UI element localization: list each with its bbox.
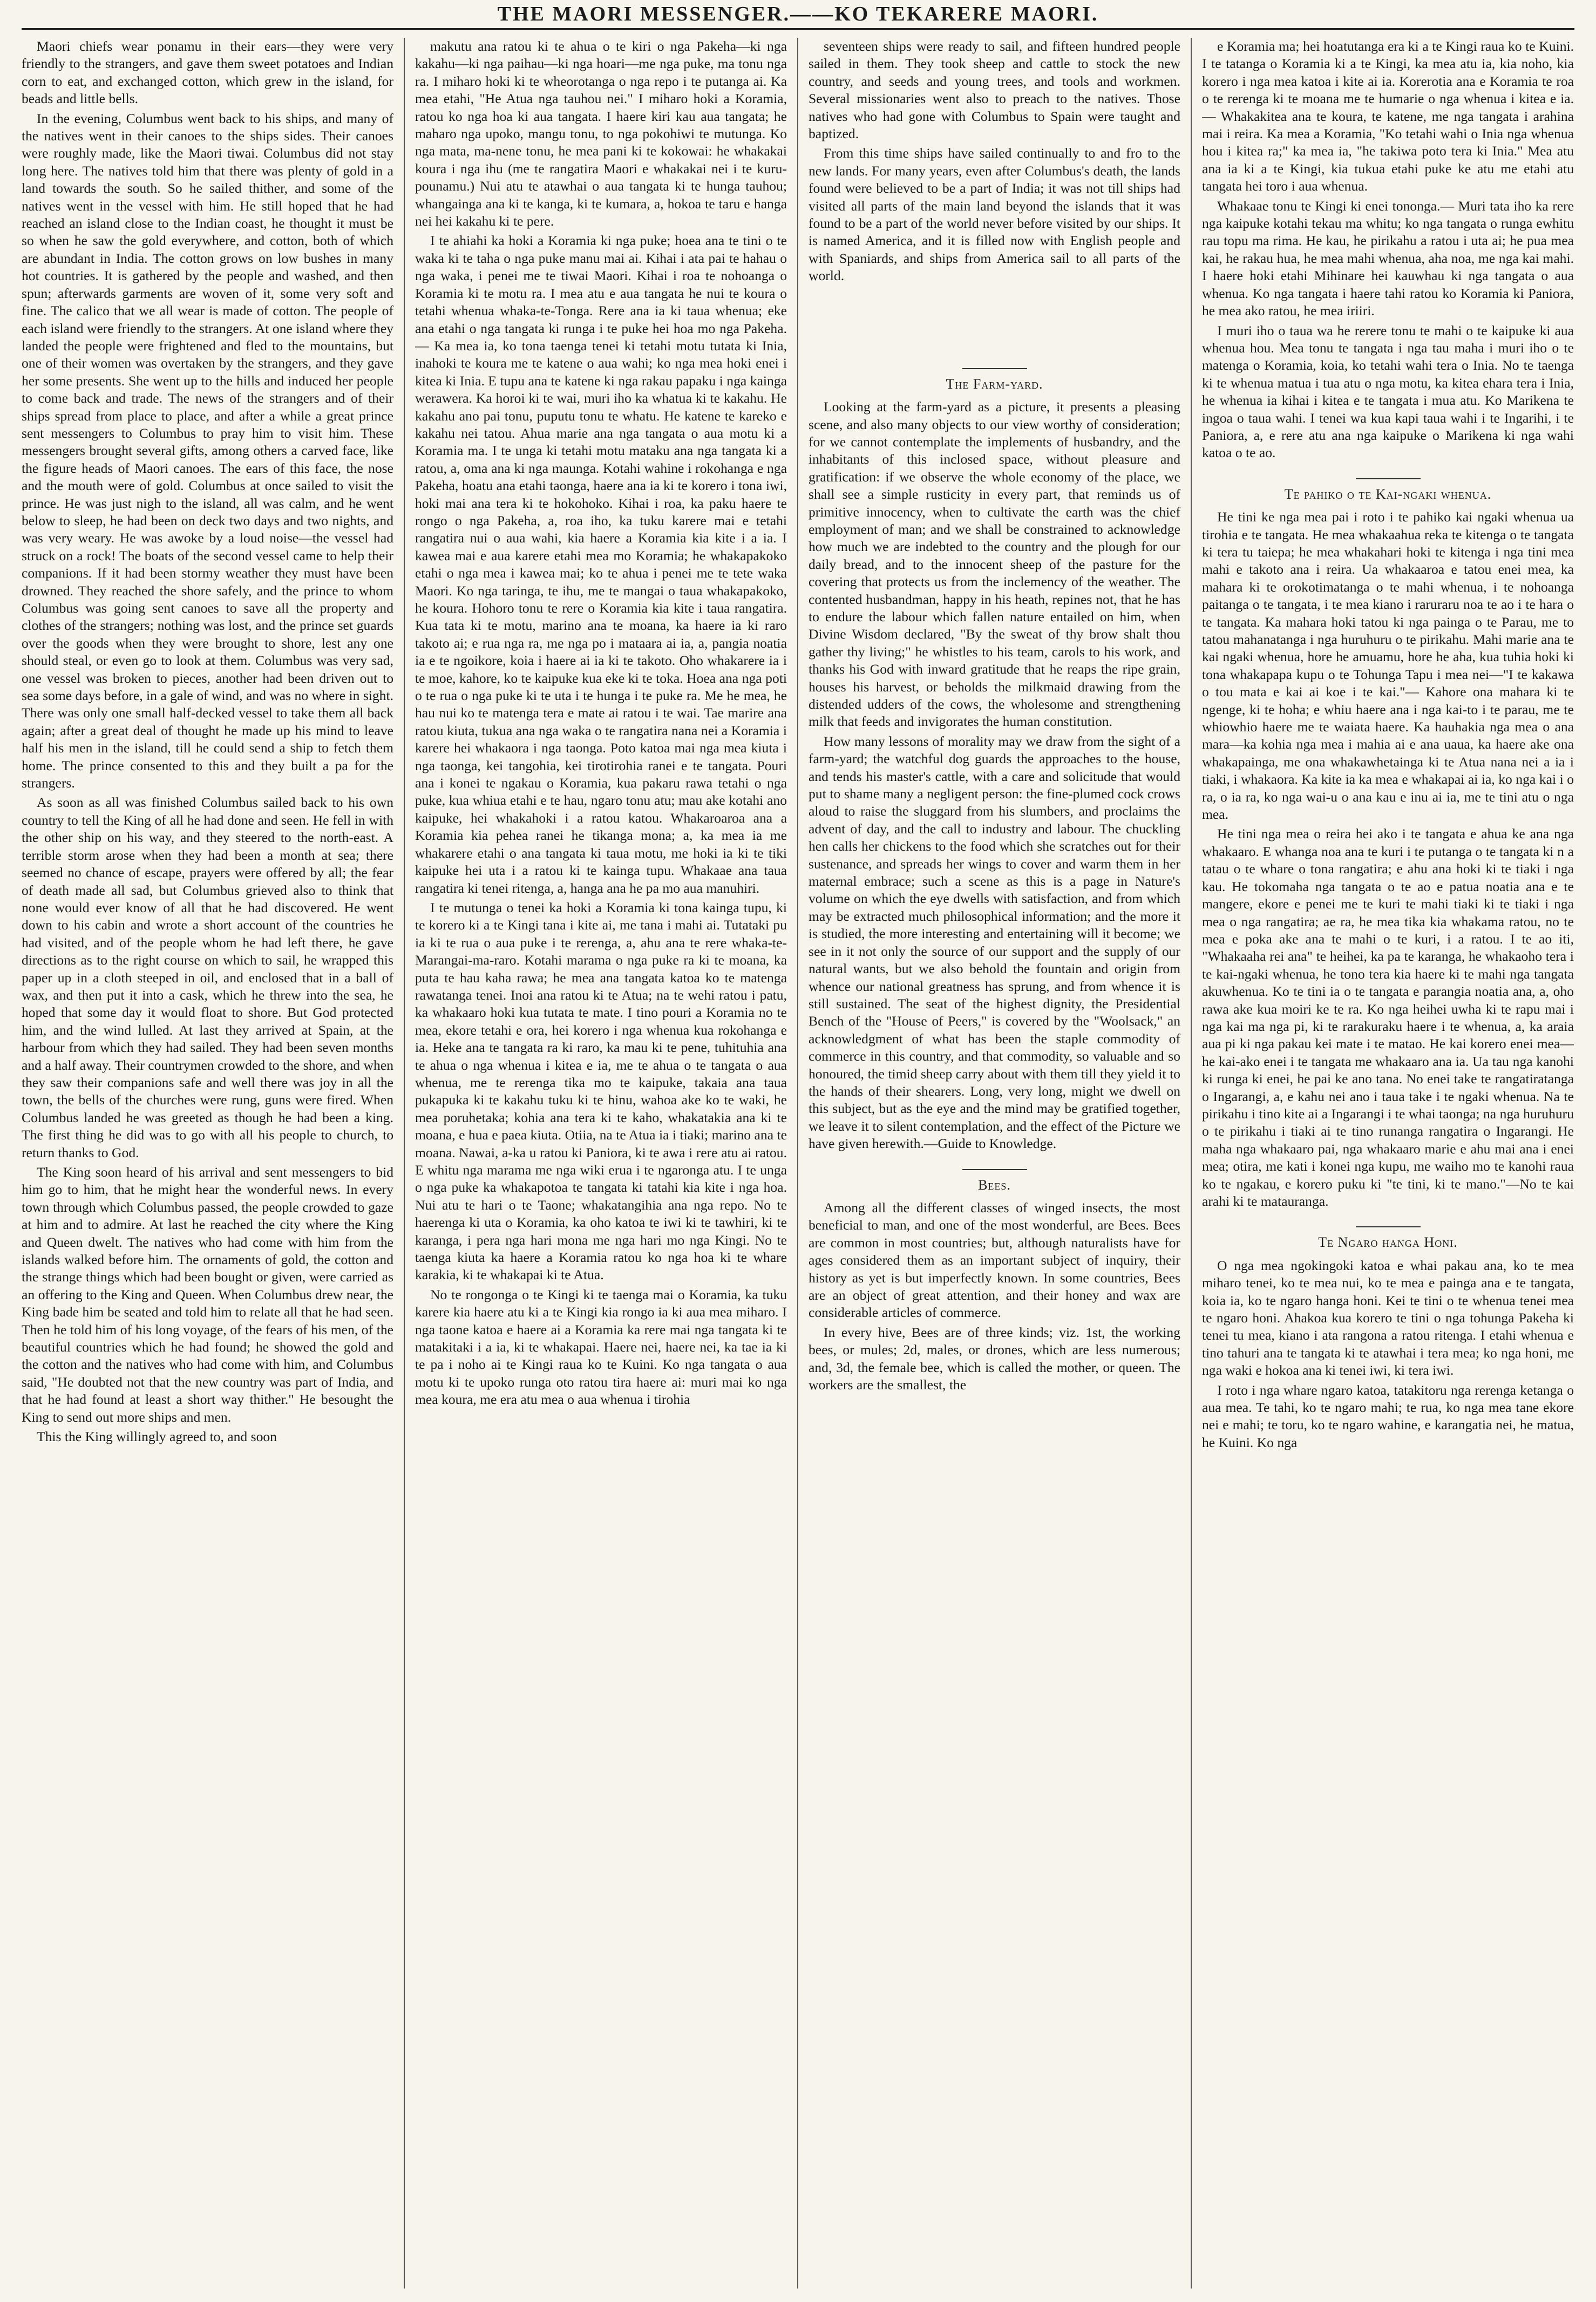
paragraph: Among all the different classes of winged insects, the most beneficial to man, and one of the most wonderful, are Bees. Bees are common in most countries; but, although naturalists have for ages considered them as an important subject of inquiry, their history as yet is but imperfectly known. In some countries, Bees are an object of great attention, and their honey and wax are considerable articles of commerce. [809,1199,1180,1321]
column-divider [404,38,405,2289]
heading-rule [962,1169,1027,1170]
heading-rule [1356,478,1421,479]
heading-rule [1356,1226,1421,1227]
paragraph: From this time ships have sailed continually to and fro to the new lands. For many years, even after Columbus's death, the lands found were believed to be a part of India; it was not till ships had visited all parts of the main land beyond the islands that it was found to be a part of the world never before visited by our ships. It is named America, and it is filled now with English people and with Spaniards, and ships from America sail to all parts of the world. [809,145,1180,284]
paragraph: In the evening, Columbus went back to his ships, and many of the natives went in their canoes to the ships sides. Their canoes were roughly made, like the Maori tiwai. Columbus did not stay long here. The natives told him that there was plenty of gold in a land towards the south. So he sailed thither, and some of the natives went in the vessel with him. He still hoped that he had reached an island close to the Indian coast, he thought it must be so when he saw the gold everywhere, and cotton, both of which are abundant in India. The cotton grows on low bushes in many hot countries. It is gathered by the people and washed, and then spun; afterwards garments are woven of it, some very soft and fine. The calico that we all wear is made of cotton. The people of each island were friendly to the strangers. At one island where they landed the people were frightened and fled to the mountains, but one of their women was overtaken by the strangers, and they gave her some presents. She went up to the hills and induced her people to come back and trade. The news of the strangers and of their ships spread from place to place, and after a while a great prince sent messengers to Columbus to pray him to visit him. These messengers brought several gifts, among others a carved face, like the figure heads of Maori canoes. The ears of this face, the nose and the mouth were of gold. Columbus at once sailed to visit the prince. He was just nigh to the island, all was calm, and he went below to sleep, he had been on deck two days and two nights, and was very weary. He was awoke by a loud noise—the vessel had struck on a rock! The boats of the second vessel came to help their companions. If it had been stormy weather they must have been drowned. They reached the shore safely, and the prince to whom Columbus was going sent canoes to save all the property and clothes of the strangers; nothing was lost, and the prince set guards over the goods when they were brought to shore, lest any one should steal, or even go to look at them. Columbus was very sad, one vessel was broken to pieces, another had been driven out to sea some days before, in a gale of wind, and was no where in sight. There was only one small half-decked vessel to take them all back again; after a great deal of thought he made up his mind to leave half his men in the island, till he could send a ship to fetch them home. The prince consented to this and they built a pa for the strangers. [22,110,393,791]
paragraph: This the King willingly agreed to, and soon [37,1429,277,1445]
paragraph: The King soon heard of his arrival and sent messengers to bid him go to him, that he might hear the wonderful news. In every town through which Columbus passed, the people crowded to gaze at him and to admire. At last he reached the city where the King and Queen dwelt. The natives who had come with him from the islands walked before him. The ornaments of gold, the cotton and the strange things which had been bought or given, were carried as an offering to the King and Queen. When Columbus drew near, the King bade him be seated and told him to relate all that he had seen. Then he told him of his long voyage, of the fears of his men, of the beautiful countries which he had found; he showed the gold and the cotton and the natives who had come with him, and Columbus said, "He doubted not that the new country was part of India, and that he had found at least a short way thither." He besought the King to send out more ships and men. [22,1164,393,1425]
paragraph: I muri iho o taua wa he rerere tonu te mahi o te kaipuke ki aua whenua hou. Mea tonu te tangata i nga tau maha i muri iho o te matenga o Koramia, koia, ko tetahi wahi tera o Inia. No te taenga ki te whenua matua i tua atu o nga motu, ka kitea ehara tera i Inia, he whenua ia kihai i kitea e te tangata i mua atu. Ko Marikena te ingoa o taua wahi. I tenei wa kua kapi taua wahi i te Ingarihi, i te Paniora, a, e rere atu ana nga kaipuke o Marikena ki nga wahi katoa o te ao. [1202,322,1574,461]
masthead [0,0,1596,30]
section-heading [1202,478,1574,503]
masthead-rule [22,28,1574,30]
column-2 [415,38,787,2289]
heading-rule [962,368,1027,369]
section-heading [1202,1226,1574,1251]
newspaper-title: THE MAORI MESSENGER.——KO TEKARERE MAORI. [497,3,1099,25]
paragraph: I te ahiahi ka hoki a Koramia ki nga puke; hoea ana te tini o te waka ki te taha o nga puke manu mai ai. Kihai i ata pai te hahau o nga waka, i penei me te tiwai Maori. Kihai i roa te nohoanga o Koramia ki te motu ra. I mea atu e aua tangata he nui te koura o tetahi whenua whaka-te-Tonga. Rere ana ia ki taua whenua; eke ana etahi o nga tangata ki runga i te puke hei hoa mo nga Pakeha.— Ka mea ia, ko tona taenga tenei ki tetahi motu tutata ki Inia, inahoki te koura me te katene o aua wahi; ko nga mea hoki enei i kitea ki Inia. E tupu ana te katene ki nga rakau papaku i nga kainga werawera. Ka horoi ki te wai, muri iho ka whatua ki te kakahu. He kakahu ano pai tonu, puputu tonu te whatu. He katene te kareko e kakahu nei tatou. Ahua marie ana nga tangata o aua motu ki a Koramia ma. I te unga ki tetahi motu mataku ana nga tangata ki a ratou, a, oma ana ki nga maunga. Kotahi wahine i rokohanga e nga Pakeha, hoatu ana etahi taonga, haere ana ia ki te korero i tona iwi, hoki mai ana tera ki te hokohoko. Kihai i roa, ka paku haere te rongo o nga Pakeha, a, roa iho, ka tuku karere mai e tetahi rangatira nui o aua wahi, kia haere a Koramia kia kite i a ia. I kawea mai e aua karere etahi mea mo Koramia; he whakapakoko etahi o nga mea i kawea mai; ko te ahua i penei me te tete waka Maori. Ko nga taringa, te ihu, me te mangai o taua whakapakoko, he koura. Hohoro tonu te rere o Koramia kia kite i taua rangatira. Kua tata ki te motu, marino ana te moana, ka haere ia ki raro takoto ai; e rua nga ra, me nga po i mataara ai ia, a, pangia noatia ia e te ngoikore, koia i haere ai ia ki te takoto. Oho whakarere ia i te moe, kahore, ko te kaipuke kua eke ki te toka. Hoea ana nga poti o te rua o nga puke ki te uta i te hunga i te puke ra. Me he mea, he hau nui ko te matenga tera e mate ai ratou i te wai. Tae marire ana ratou kiuta, tukua ana nga waka o te rangatira nana nei a Koramia i karere hei whakaora i nga taonga. Poto katoa mai nga mea kiuta i nga taonga, kei tangohia, kei tirotirohia ranei e te tangata. Pouri ana i konei te ngakau o Koramia, kua pakaru rawa tetahi o nga puke, kua whiua etahi e te hau, ngaro tonu atu; mau ake kotahi ano kaipuke, hei whakahoki i a ratou katou. Whakaroaroa ana a Koramia kia pehea ranei he tikanga mona; a, ka mea ia me whakarere etahi o ana tangata ki taua motu, me hoki ia ki te tiki kaipuke hei uta i a ratou ki te kainga tupu. Whakaae ana taua rangatira ki tenei ritenga, a, hanga ana he pa mo aua manuhiri. [415,233,787,896]
paragraph: Maori chiefs wear ponamu in their ears—they were very friendly to the strangers, and gave them sweet potatoes and Indian corn to eat, and exchanged cotton, which grew in the island, for beads and little bells. [22,38,393,107]
paragraph: As soon as all was finished Columbus sailed back to his own country to tell the King of all he had done and seen. He fell in with the other ship on his way, and they steered to the north-east. A terrible storm arose when they had been a month at sea; there seemed no chance of escape, prayers were offered by all; the fear of death made all sad, but Columbus grieved also to think that none would ever know of all that he had discovered. He went down to his cabin and wrote a short account of the countries he had visited, and of the people whom he had left there, he gave directions as to the right course on which to sail, he wrapped this paper up in a cloth steeped in oil, and enclosed that in a ball of wax, and then put it into a cask, which he threw into the sea, he hoped that some day it would float to shore. But God protected him, and the wind lulled. At last they arrived at Spain, at the harbour from which they had sailed. They had been seven months and a half away. Their countrymen crowded to the shore, and when they saw their companions safe and well there was joy in all the town, the bells of the churches were rung, guns were fired. When Columbus landed he was greeted as though he had been a king. The first thing he did was to go with all his people to church, to return thanks to God. [22,795,393,1160]
page-columns [22,38,1574,2289]
column-divider [797,38,798,2289]
paragraph: seventeen ships were ready to sail, and fifteen hundred people sailed in them. They took sheep and cattle to stock the new country, and seeds and young trees, and tools and workmen. Several missionaries went also to preach to the natives. Those natives who had gone with Columbus to Spain were taught and baptized. [809,38,1180,142]
column-divider [1191,38,1192,2289]
paragraph: No te rongonga o te Kingi ki te taenga mai o Koramia, ka tuku karere kia haere atu ki a te Kingi kia rongo ia ki aua mea miharo. I nga taone katoa e haere ai a Koramia ka rere mai nga tangata ki te matakitaki i a ia, ki te whakapai. Haere nei, haere nei, ka tae ia ki te pa i noho ai te Kingi raua ko te Kuini. Ko nga tangata o aua motu ki te upoko runga oto ratou tira haere ai: muri mai ko nga mea koura, me era atu mea o aua whenua i tirohia [415,1286,787,1408]
paragraph: e Koramia ma; hei hoatutanga era ki a te Kingi raua ko te Kuini. I te tatanga o Koramia ki a te Kingi, ka mea atu ia, kia noho, kia korero i nga mea katoa i kite ai ia. Korerotia ana e Koramia te roa o te rerenga ki te moana me te humarie o nga whenua i kitea e ia.— Whakakitea ana te koura, te katene, me nga tangata i arahina mai i reira. Ka mea a Koramia, "Ko tetahi wahi o Inia nga whenua hou i kitea ra;" ka mea ia, "he takiwa poto tera ki Inia." Mea atu ana ia ki a te Kingi, kia tukua etahi puke ke atu me etahi atu tangata hei toro i aua whenua. [1202,38,1574,194]
section-heading [809,1169,1180,1194]
heading-text: The Farm-yard. [946,376,1043,392]
paragraph: How many lessons of morality may we draw from the sight of a farm-yard; the watchful dog guards the approaches to the house, and tends his master's cattle, with a care and solicitude that would put to shame many a negligent person: the fine-plumed cock crows aloud to raise the sluggard from his slumbers, and proclaims the advent of day, and the call to industry and labour. The chuckling hen calls her chickens to the food which she scratches out for their sustenance, and spreads her wings to cover and warm them in her maternal embrace; such a scene as this is a page in Nature's volume on which the eye dwells with satisfaction, and from which may be extracted much philosophical information; and the more it is studied, the more interesting and entertaining will it become; we see in it not only the source of our support and the supply of our natural wants, but we also behold the fountain and origin from whence our national greatness has sprung, and from whence it is still sustained. The seat of the highest dignity, the Presidential Bench of the "House of Peers," is covered by the "Woolsack," an acknowledgment of what has been the staple commodity of commerce in this country, and that commodity, so valuable and so honoured, the timid sheep carry about with them till they yield it to the hands of their shearers. Long, very long, might we dwell on this subject, but as the eye and the mind may be gratified together, we leave it to silent contemplation, and the effect of the Picture we have given herewith.—Guide to Knowledge. [809,733,1180,1152]
paragraph: I te mutunga o tenei ka hoki a Koramia ki tona kainga tupu, ki te korero ki a te Kingi tana i kite ai, me tana i mahi ai. Tutataki pu ia ki te rua o aua puke i te rerenga, a, ahu ana te rere whaka-te-Marangai-ma-raro. Kotahi marama o nga puke ra ki te moana, ka puta te hau kaha rawa; he mea ana tangata katoa ko te matenga rawatanga tenei. Inoi ana ratou ki te Atua; na te wehi ratou i patu, ka whakaaro hoki kua tutata te mate. I tino pouri a Koramia no te mea, ekore tetahi e ora, hei korero i nga whenua kua rokohanga e ia. Heke ana te tangata ra ki raro, ka mau ki te pene, tuhituhia ana te ahua o nga whenua i kitea e ia, me te ahua o te tangata o aua whenua, me te rerenga tika mo te kaipuke, takaia ana taua pukapuka ki te kakahu tuku ki te hinu, wahoa ake ko te waki, he mea poruhetaka; kohia ana tera ki te kaho, whakatakia ana ki te moana, e hua e paea kiuta. Otiia, na te Atua ia i tiaki; marino ana te moana. Nawai, a-ka u ratou ki Paniora, ki te awa i rere atu ai ratou. E whitu nga marama me nga wiki erua i te ngaronga atu. I te unga o nga puke ka whakapotoa te tangata ki tatahi kia kite i nga hoa. Nui atu te hari o te Taone; whakatangihia ana nga repo. No te haerenga ki uta o Koramia, ka oho katoa te iwi ki te tawhiri, ki te karanga, i pera nga hari mona me nga hari mo nga Kingi. No te taenga kiuta ka haere a Koramia ratou ko nga hoa ki te whare karakia, ki te whakapai ki te Atua. [415,899,787,1283]
paragraph: Looking at the farm-yard as a picture, it presents a pleasing scene, and also many objects to our view worthy of consideration; for we cannot contemplate the implements of husbandry, and the inhabitants of this inclosed space, without pleasure and gratification: if we observe the whole economy of the place, we shall see a simple rusticity in every part, that reminds us of primitive innocency, when to cultivate the earth was the chief employment of man; and we shall be constrained to acknowledge how much we are indebted to the country and the plough for our daily bread, and to the innocent sheep of the pasture for the covering that protects us from the inclemency of the weather. The contented husbandman, happy in his heath, repines not, that he has to endure the labour which fallen nature entailed on him, when Divine Wisdom declared, "By the sweat of thy brow shalt thou gather thy living;" he whistles to his team, carols to his work, and thanks his God with inward gratitude that he reaps the ripe grain, houses his harvest, or beholds the milkmaid drawing from the distended udders of the cows, the wholesome and strengthening milk that feeds and invigorates the human constitution. [809,399,1180,730]
heading-text: Te pahiko o te Kai-ngaki whenua. [1284,486,1492,502]
column-3 [809,38,1180,2289]
picture-space [809,287,1180,352]
heading-text: Te Ngaro hanga Honi. [1318,1234,1458,1251]
paragraph: Whakaae tonu te Kingi ki enei tononga.— Muri tata iho ka rere nga kaipuke kotahi tekau ma whitu; ko nga tangata o runga ewhitu rau topu ma rima. He kau, he pirikahu a ratou i uta ai; he pua mea kai, he rakau hua, he mea mahi whenua, aha noa, me nga kai mahi. I haere hoki etahi Mihinare hei kauwhau ki nga tangata o aua whenua. Ko nga tangata i haere tahi ratou ko Koramia ki Paniora, he mea ako ratou, he mea iriiri. [1202,198,1574,319]
paragraph: makutu ana ratou ki te ahua o te kiri o nga Pakeha—ki nga kakahu—ki nga paihau—ki nga hoari—me nga puke, ma tonu nga ra. I miharo hoki ki te wheorotanga o nga repo i te putanga ai. Ka mea etahi, "He Atua nga tauhou nei." I miharo hoki a Koramia, ratou ko nga hoa ki aua tangata. I haere kiri kau aua tangata; he maharo nga upoko, mangu tonu, to nga pokohiwi te mutunga. Ko nga mata, ma-nene tonu, he mea pani ki te kokowai: he whakakai koura i nga ihu (me te rangatira Maori e whakakai nei i te kuru-pounamu.) Nui atu te atawhai o aua tangata ki te hunga tauhou; whangainga ana ki te kanga, ki te kumara, a, hokoa te taru e hanga nei hei kakahu ki te pere. [415,38,787,229]
paragraph: He tini ke nga mea pai i roto i te pahiko kai ngaki whenua ua tirohia e te tangata. He mea whakaahua reka te kitenga o te tangata ki tera tu taiepa; he mea whakahari hoki te kitenga i nga tini mea mahi e takoto ana i reira. Ua whakaaroa e tatou enei mea, ka mahara ki te orokotimatanga o te mahi whenua, i te nohoanga paitanga o te tangata, i te mea kiano i raruraru noa te ao i te hara o te tangata. Ka mahara hoki tatou ki nga painga o te Parau, me to tatou mahanatanga i nga huruhuru o te pirikahu. Mahi marie ana te kai ngaki whenua, hore he amuamu, hore he aha, kua tuhia hoki ki tona whakapapa kupu o te Tohunga Tapu i mea nei—"I te kakawa o tou mata e kai ai koe i te kai."— Kahore ona mahara ki te ngenge, ki te hoha; e whiu haere ana i nga kai-to i te parau, me te whiowhio haere me te waiata haere. Ka hauhakia nga mea o ana mara—ka kohia nga mea i mahia ai e ana uaua, ka haere ake ona whakapainga, me ona whakawhetainga ki te Atua nana nei a ia i tiaki, i whakaora. Ka kite ia ka mea e whakapai ai ia, ko nga kai i o ra, o ia ra, ko nga wai-u o ana kau e inu ai ia, me te tini atu o nga mea. [1202,509,1574,823]
section-heading [809,368,1180,393]
paragraph: I roto i nga whare ngaro katoa, tatakitoru nga rerenga ketanga o aua mea. Te tahi, ko te ngaro mahi; te rua, ko nga mea tane ekore nei e mahi; te toru, ko te ngaro wahine, e karangatia nei, he matua, he Kuini. Ko nga [1202,1382,1574,1450]
column-4 [1202,38,1574,2289]
heading-text: Bees. [978,1177,1011,1193]
paragraph: O nga mea ngokingoki katoa e whai pakau ana, ko te mea miharo tenei, ko te mea nui, ko te mea e painga ana e te tangata, koia ia, ko te ngaro hanga honi. Kei te tini o te whenua tenei mea te ngaro honi. Ahakoa kua korero te tini o nga tohunga Pakeha ki tenei tu mea, kiano i ata rangona a ratou ritenga. I etahi whenua e tino tahuri ana te tangata ki te atawhai i tera mea; ko nga honi, me nga waki e hokoa ana ki tenei iwi, ki tera iwi. [1202,1257,1574,1379]
paragraph: He tini nga mea o reira hei ako i te tangata e ahua ke ana nga whakaaro. E whanga noa ana te kuri i te putanga o te tangata ki n a tatau o te whare o tona rangatira; e ahu ana hoki ki te tiaki i nga kau. He tokomaha nga tangata o te ao e patua noatia ana e te mangere, ekore e penei me te kuri te mahi tiaki ki te tiaki i nga mea o nga rangatira; ae ra, he mea tika kia whakama ratou, no te mea e poka ake ana te mahi o te kuri, i a ratou. I te ao iti, "Whakaaha rei ana" te heihei, ka pa te karanga, he whakaoho tera i te kai-ngaki whenua, he tono tera kia haere ki te mahi nga tangata akuwhenua. Ko te tini ia o te tangata e parangia noatia ana, a, oho rawa ake kua moiri ke te ra. Ko nga heihei uwha ki te rapu mai i nga kai ma nga pi, ki te rarakuraku haere i te whenua, a, ka araia aua pi ki nga pakau kei mate i te matao. He kai korero enei mea—he kai-ako enei i te tangata me whakaaro ana ia. Ua tau nga kanohi ki runga ki enei, he pai ke ano tana. No enei take te rangatiratanga o Ingarangi, a, e kahu nei ano i taua take i te ngaki whenua. Na te pirikahu i tino kite ai a Ingarangi i te whai taonga; na nga huruhuru o te pirikahu i tiaki ai te tino runanga rangatira o Ingarangi. He maha nga whakaaro pai, nga whakaaro marie e ahu mai ana i enei mea; otira, me kati i konei nga kupu, me waiho mo te kanohi raua ko te ngakau, e korero puku ki "te tini, ki te mano."—No te kai arahi ki te matauranga. [1202,826,1574,1209]
column-1 [22,38,393,2289]
paragraph: In every hive, Bees are of three kinds; viz. 1st, the working bees, or mules; 2d, males, or drones, which are less numerous; and, 3d, the female bee, which is called the mother, or queen. The workers are the smallest, the [809,1324,1180,1393]
